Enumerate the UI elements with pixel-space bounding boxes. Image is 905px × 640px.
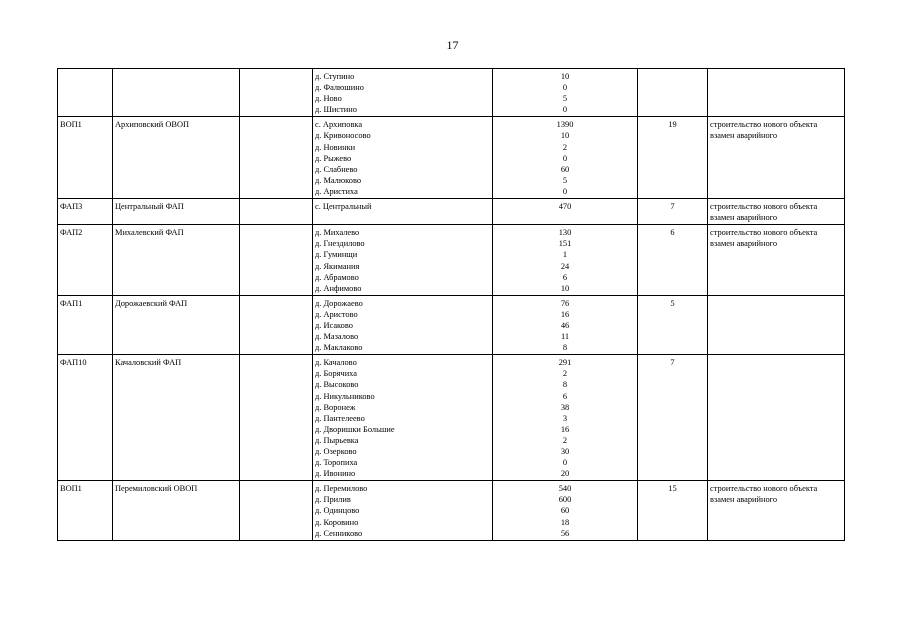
village-name: д. Воронеж (315, 402, 356, 412)
village-name: д. Дворишки Большие (315, 424, 395, 434)
population-value: 16 (560, 309, 570, 319)
facility-code: ВОП1 (60, 120, 82, 130)
number-cell (638, 355, 708, 481)
population-value: 56 (560, 528, 570, 538)
village-name: д. Ново (315, 94, 342, 104)
villages-cell (313, 117, 493, 199)
population-value: 5 (562, 175, 568, 185)
empty-cell (240, 295, 313, 354)
village-name: д. Высоково (315, 380, 359, 390)
population-value: 6 (562, 391, 568, 401)
number-value: 6 (670, 228, 675, 238)
facility-code-cell (58, 117, 113, 199)
facility-name-cell (113, 199, 240, 225)
village-name: д. Ступино (315, 72, 355, 81)
empty-cell (240, 69, 313, 117)
population-value: 0 (562, 105, 568, 115)
villages-cell (313, 355, 493, 481)
number-value: 7 (670, 358, 675, 368)
village-name: с. Центральный (315, 202, 372, 212)
population-value: 38 (560, 402, 570, 412)
village-name: д. Борячиха (315, 369, 357, 379)
number-cell (638, 199, 708, 225)
facilities-table (57, 68, 845, 541)
population-value: 0 (562, 153, 568, 163)
population-value: 2 (562, 142, 568, 152)
number-cell (638, 481, 708, 540)
facility-name-cell (113, 117, 240, 199)
number-cell (638, 69, 708, 117)
note-cell (708, 117, 845, 199)
population-cell (493, 295, 638, 354)
population-value: 130 (558, 228, 572, 238)
population-cell (493, 355, 638, 481)
facility-code: ФАП2 (60, 228, 83, 238)
facility-code-cell (58, 225, 113, 296)
village-name: д. Аристово (315, 309, 358, 319)
table-row (58, 225, 845, 296)
population-value: 24 (560, 261, 570, 271)
note-cell (708, 295, 845, 354)
village-name: д. Перемилово (315, 484, 368, 494)
facility-name: Архиповский ОВОП (115, 120, 190, 130)
facility-name-cell (113, 355, 240, 481)
empty-cell (240, 225, 313, 296)
village-name: д. Новинки (315, 142, 356, 152)
village-name: д. Никульниково (315, 391, 375, 401)
facility-code-cell (58, 295, 113, 354)
population-value: 0 (562, 186, 568, 196)
villages-cell (313, 199, 493, 225)
population-value: 46 (560, 320, 570, 330)
village-name: д. Анфимово (315, 283, 362, 293)
empty-cell (240, 117, 313, 199)
population-value: 8 (562, 380, 568, 390)
village-name: д. Якимания (315, 261, 360, 271)
note-cell (708, 225, 845, 296)
village-name: д. Пантелеево (315, 413, 365, 423)
population-value: 60 (560, 506, 570, 516)
population-value: 1 (562, 250, 568, 260)
population-value: 3 (562, 413, 568, 423)
village-name: д. Одинцово (315, 506, 360, 516)
village-name: д. Слабнево (315, 164, 358, 174)
number-value: 7 (670, 202, 675, 212)
note-cell (708, 481, 845, 540)
village-name: д. Абрамово (315, 272, 359, 282)
population-value: 5 (562, 94, 568, 104)
population-value: 20 (560, 469, 570, 479)
facility-name: Центральный ФАП (115, 202, 184, 212)
facility-name-cell (113, 295, 240, 354)
table-row (58, 295, 845, 354)
number-value: 19 (668, 120, 677, 130)
population-value: 151 (558, 239, 572, 249)
number-value: 5 (670, 298, 675, 308)
population-value: 76 (560, 298, 570, 308)
population-cell (493, 225, 638, 296)
note-cell (708, 69, 845, 117)
population-value: 8 (562, 343, 568, 353)
table-row (58, 69, 845, 117)
facility-name: Дорожаевский ФАП (115, 298, 188, 308)
village-name: д. Коровино (315, 517, 359, 527)
villages-cell (313, 295, 493, 354)
facility-code: ФАП3 (60, 202, 83, 212)
note-text: строительство нового объекта взамен аварийного (710, 228, 818, 249)
facility-code: ФАП1 (60, 298, 83, 308)
note-text: строительство нового объекта взамен аварийного (710, 202, 818, 223)
population-value: 11 (560, 332, 570, 342)
number-cell (638, 225, 708, 296)
note-cell (708, 199, 845, 225)
population-value: 10 (560, 131, 570, 141)
village-name: д. Маклаково (315, 343, 363, 353)
facility-name-cell (113, 481, 240, 540)
empty-cell (240, 355, 313, 481)
village-name: д. Прилив (315, 495, 351, 505)
note-text: строительство нового объекта взамен аварийного (710, 120, 818, 141)
villages-cell (313, 481, 493, 540)
population-value: 291 (558, 358, 572, 368)
population-value: 540 (558, 484, 572, 494)
village-name: д. Качалово (315, 358, 357, 368)
village-name: д. Малюково (315, 175, 362, 185)
village-name: д. Кривоносово (315, 131, 371, 141)
number-cell (638, 295, 708, 354)
population-value: 6 (562, 272, 568, 282)
village-name: д. Рыжево (315, 153, 352, 163)
facility-name-cell (113, 69, 240, 117)
population-value: 470 (558, 202, 572, 212)
village-name: д. Торопиха (315, 458, 358, 468)
village-name: д. Михалево (315, 228, 360, 238)
table-row (58, 481, 845, 540)
village-name: д. Мазалово (315, 332, 359, 342)
population-cell (493, 69, 638, 117)
facility-name: Качаловский ФАП (115, 358, 182, 368)
villages-cell (313, 69, 493, 117)
facility-code-cell (58, 69, 113, 117)
village-name: д. Шистино (315, 105, 357, 115)
number-cell (638, 117, 708, 199)
village-name: д. Фалюшино (315, 83, 364, 93)
village-name: д. Ивонино (315, 469, 356, 479)
village-name: д. Сенниково (315, 528, 363, 538)
population-value: 10 (560, 283, 570, 293)
page-number: 17 (446, 38, 459, 52)
note-cell (708, 355, 845, 481)
population-value: 2 (562, 435, 568, 445)
population-cell (493, 117, 638, 199)
population-value: 30 (560, 447, 570, 456)
facility-code-cell (58, 199, 113, 225)
village-name: д. Гнездилово (315, 239, 365, 249)
facility-code: ФАП10 (60, 358, 87, 368)
empty-cell (240, 481, 313, 540)
facility-code: ВОП1 (60, 484, 82, 494)
village-name: д. Исаково (315, 320, 353, 330)
village-name: д. Аристиха (315, 186, 358, 196)
population-value: 60 (560, 164, 570, 174)
table-row (58, 355, 845, 481)
table-body (58, 69, 845, 541)
population-value: 16 (560, 424, 570, 434)
population-cell (493, 199, 638, 225)
population-value: 600 (558, 495, 572, 505)
village-name: с. Архиповка (315, 120, 363, 130)
population-value: 1390 (556, 120, 574, 130)
number-value: 15 (668, 484, 677, 494)
empty-cell (240, 199, 313, 225)
population-value: 0 (562, 83, 568, 93)
population-value: 2 (562, 369, 568, 379)
population-value: 0 (562, 458, 568, 468)
facility-name-cell (113, 225, 240, 296)
villages-cell (313, 225, 493, 296)
village-name: д. Озерково (315, 447, 357, 456)
population-value: 10 (560, 72, 570, 81)
facility-name: Перемиловский ОВОП (115, 484, 198, 494)
facility-code-cell (58, 481, 113, 540)
village-name: д. Пырьевка (315, 435, 359, 445)
note-text: строительство нового объекта взамен аварийного (710, 484, 818, 505)
population-value: 18 (560, 517, 570, 527)
village-name: д. Гуминщи (315, 250, 358, 260)
village-name: д. Дорожаево (315, 298, 363, 308)
table-row (58, 199, 845, 225)
facility-code-cell (58, 355, 113, 481)
table-row (58, 117, 845, 199)
population-cell (493, 481, 638, 540)
facility-name: Михалевский ФАП (115, 228, 184, 238)
